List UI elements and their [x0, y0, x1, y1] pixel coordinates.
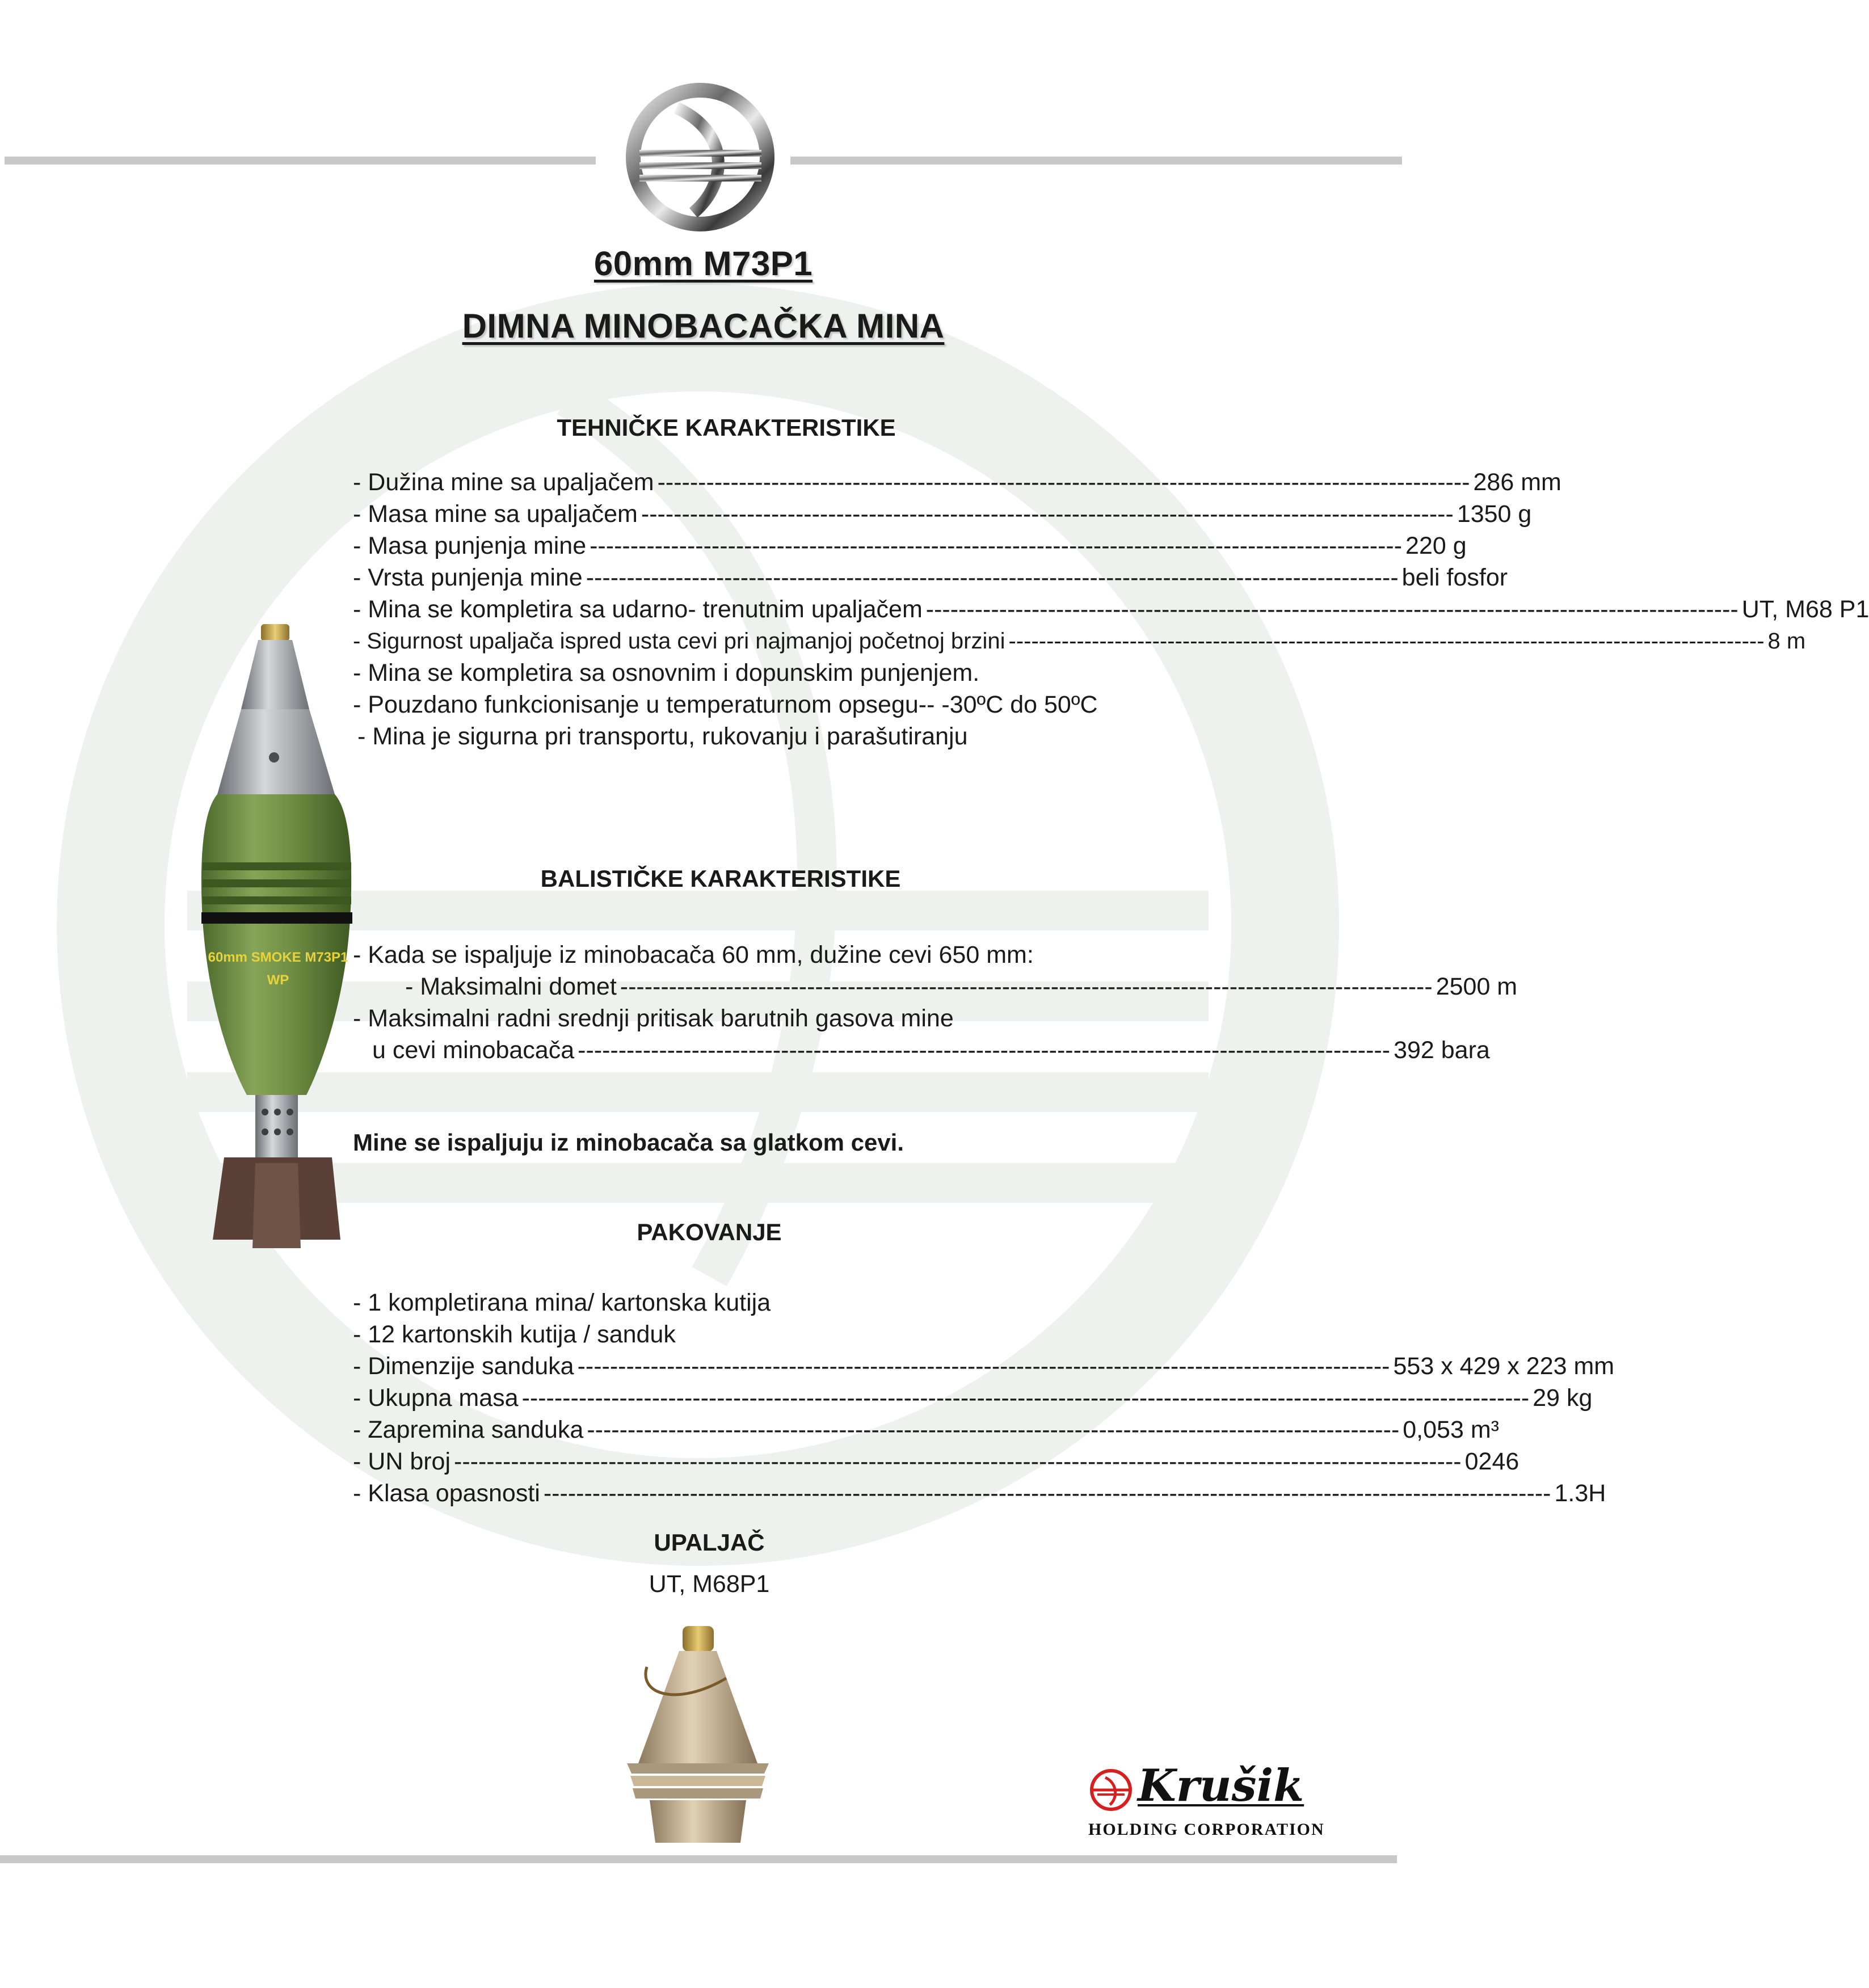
packing-heading: PAKOVANJE: [637, 1219, 782, 1245]
footer-rule: [0, 1855, 1397, 1863]
shell-marking-text: 60mm SMOKE M73P1: [208, 950, 348, 965]
packing-row: - Ukupna masa ---------------------------------------------------------------------------------------------------------------------------- 29 kg: [353, 1384, 1593, 1412]
brand-tagline: HOLDING CORPORATION: [1088, 1820, 1325, 1839]
packing-line: - 12 kartonskih kutija / sanduk: [353, 1321, 676, 1348]
packing-row: - Klasa opasnosti ---------------------------------------------------------------------------------------------------------------------------- 1.3H: [353, 1480, 1606, 1507]
fuze-heading: UPALJAČ: [654, 1529, 765, 1556]
packing-line: - 1 kompletirana mina/ kartonska kutija: [353, 1289, 771, 1316]
brand-name: Krušik: [1138, 1760, 1304, 1812]
product-subtitle: DIMNA MINOBACAČKA MINA: [462, 307, 945, 345]
spec-row: - Masa punjenja mine ---------------------------------------------------------------------------------------------------- 220 g: [353, 532, 1467, 559]
technical-list: [353, 466, 1869, 752]
fuze-model: UT, M68P1: [649, 1570, 770, 1598]
technical-heading: TEHNIČKE KARAKTERISTIKE: [557, 414, 896, 441]
spec-note: - Pouzdano funkcionisanje u temperaturnom opsegu-- -30ºC do 50ºC: [353, 691, 1098, 718]
ballistic-note: Mine se ispaljuju iz minobacača sa glatkom cevi.: [353, 1129, 904, 1156]
packing-row: - UN broj ---------------------------------------------------------------------------------------------------------------------------- 0246: [353, 1448, 1519, 1475]
shell-marking-sub: WP: [267, 972, 289, 988]
fuze-image: [616, 1621, 780, 1846]
packing-list: [353, 1287, 1615, 1509]
header-rule-left: [5, 157, 596, 165]
krusik-logo-icon: [1088, 1767, 1134, 1813]
spec-row: - Sigurnost upaljača ispred usta cevi pri najmanjoj početnoj brzini ---------------------------------------------------------------------------------------------------- 8 m: [353, 629, 1806, 654]
packing-row: - Dimenzije sanduka ---------------------------------------------------------------------------------------------------- 553 x 429 x 223 mm: [353, 1353, 1615, 1380]
ballistic-heading: BALISTIČKE KARAKTERISTIKE: [540, 865, 901, 892]
company-emblem-icon: [622, 79, 778, 235]
spec-row: - Masa mine sa upaljačem ---------------------------------------------------------------------------------------------------- 1350 g: [353, 500, 1532, 528]
ballistic-list: [353, 939, 1518, 1066]
product-title: 60mm M73P1: [593, 245, 813, 283]
ballistic-intro: - Kada se ispaljuje iz minobacača 60 mm, dužine cevi 650 mm:: [353, 941, 1034, 968]
ballistic-range-row: - Maksimalni domet ---------------------------------------------------------------------------------------------------- 2500 m: [405, 973, 1518, 1000]
spec-row: - Mina se kompletira sa udarno- trenutnim upaljačem ---------------------------------------------------------------------------------------------------- UT, M68 P1: [353, 596, 1869, 623]
header-rule-right: [790, 157, 1402, 165]
packing-row: - Zapremina sanduka ---------------------------------------------------------------------------------------------------- 0,053 m³: [353, 1416, 1499, 1443]
mortar-shell-image: [201, 624, 372, 1254]
spec-note: - Mina je sigurna pri transportu, rukovanju i parašutiranju: [357, 723, 968, 750]
ballistic-pressure-row: u cevi minobacača ---------------------------------------------------------------------------------------------------- 392 bara: [372, 1037, 1490, 1064]
spec-row: - Vrsta punjenja mine ---------------------------------------------------------------------------------------------------- beli fosfor: [353, 564, 1508, 591]
spec-note: - Mina se kompletira sa osnovnim i dopunskim punjenjem.: [353, 659, 980, 686]
ballistic-pressure-line: - Maksimalni radni srednji pritisak barutnih gasova mine: [353, 1005, 954, 1032]
spec-row: - Dužina mine sa upaljačem ---------------------------------------------------------------------------------------------------- 286 mm: [353, 469, 1561, 496]
